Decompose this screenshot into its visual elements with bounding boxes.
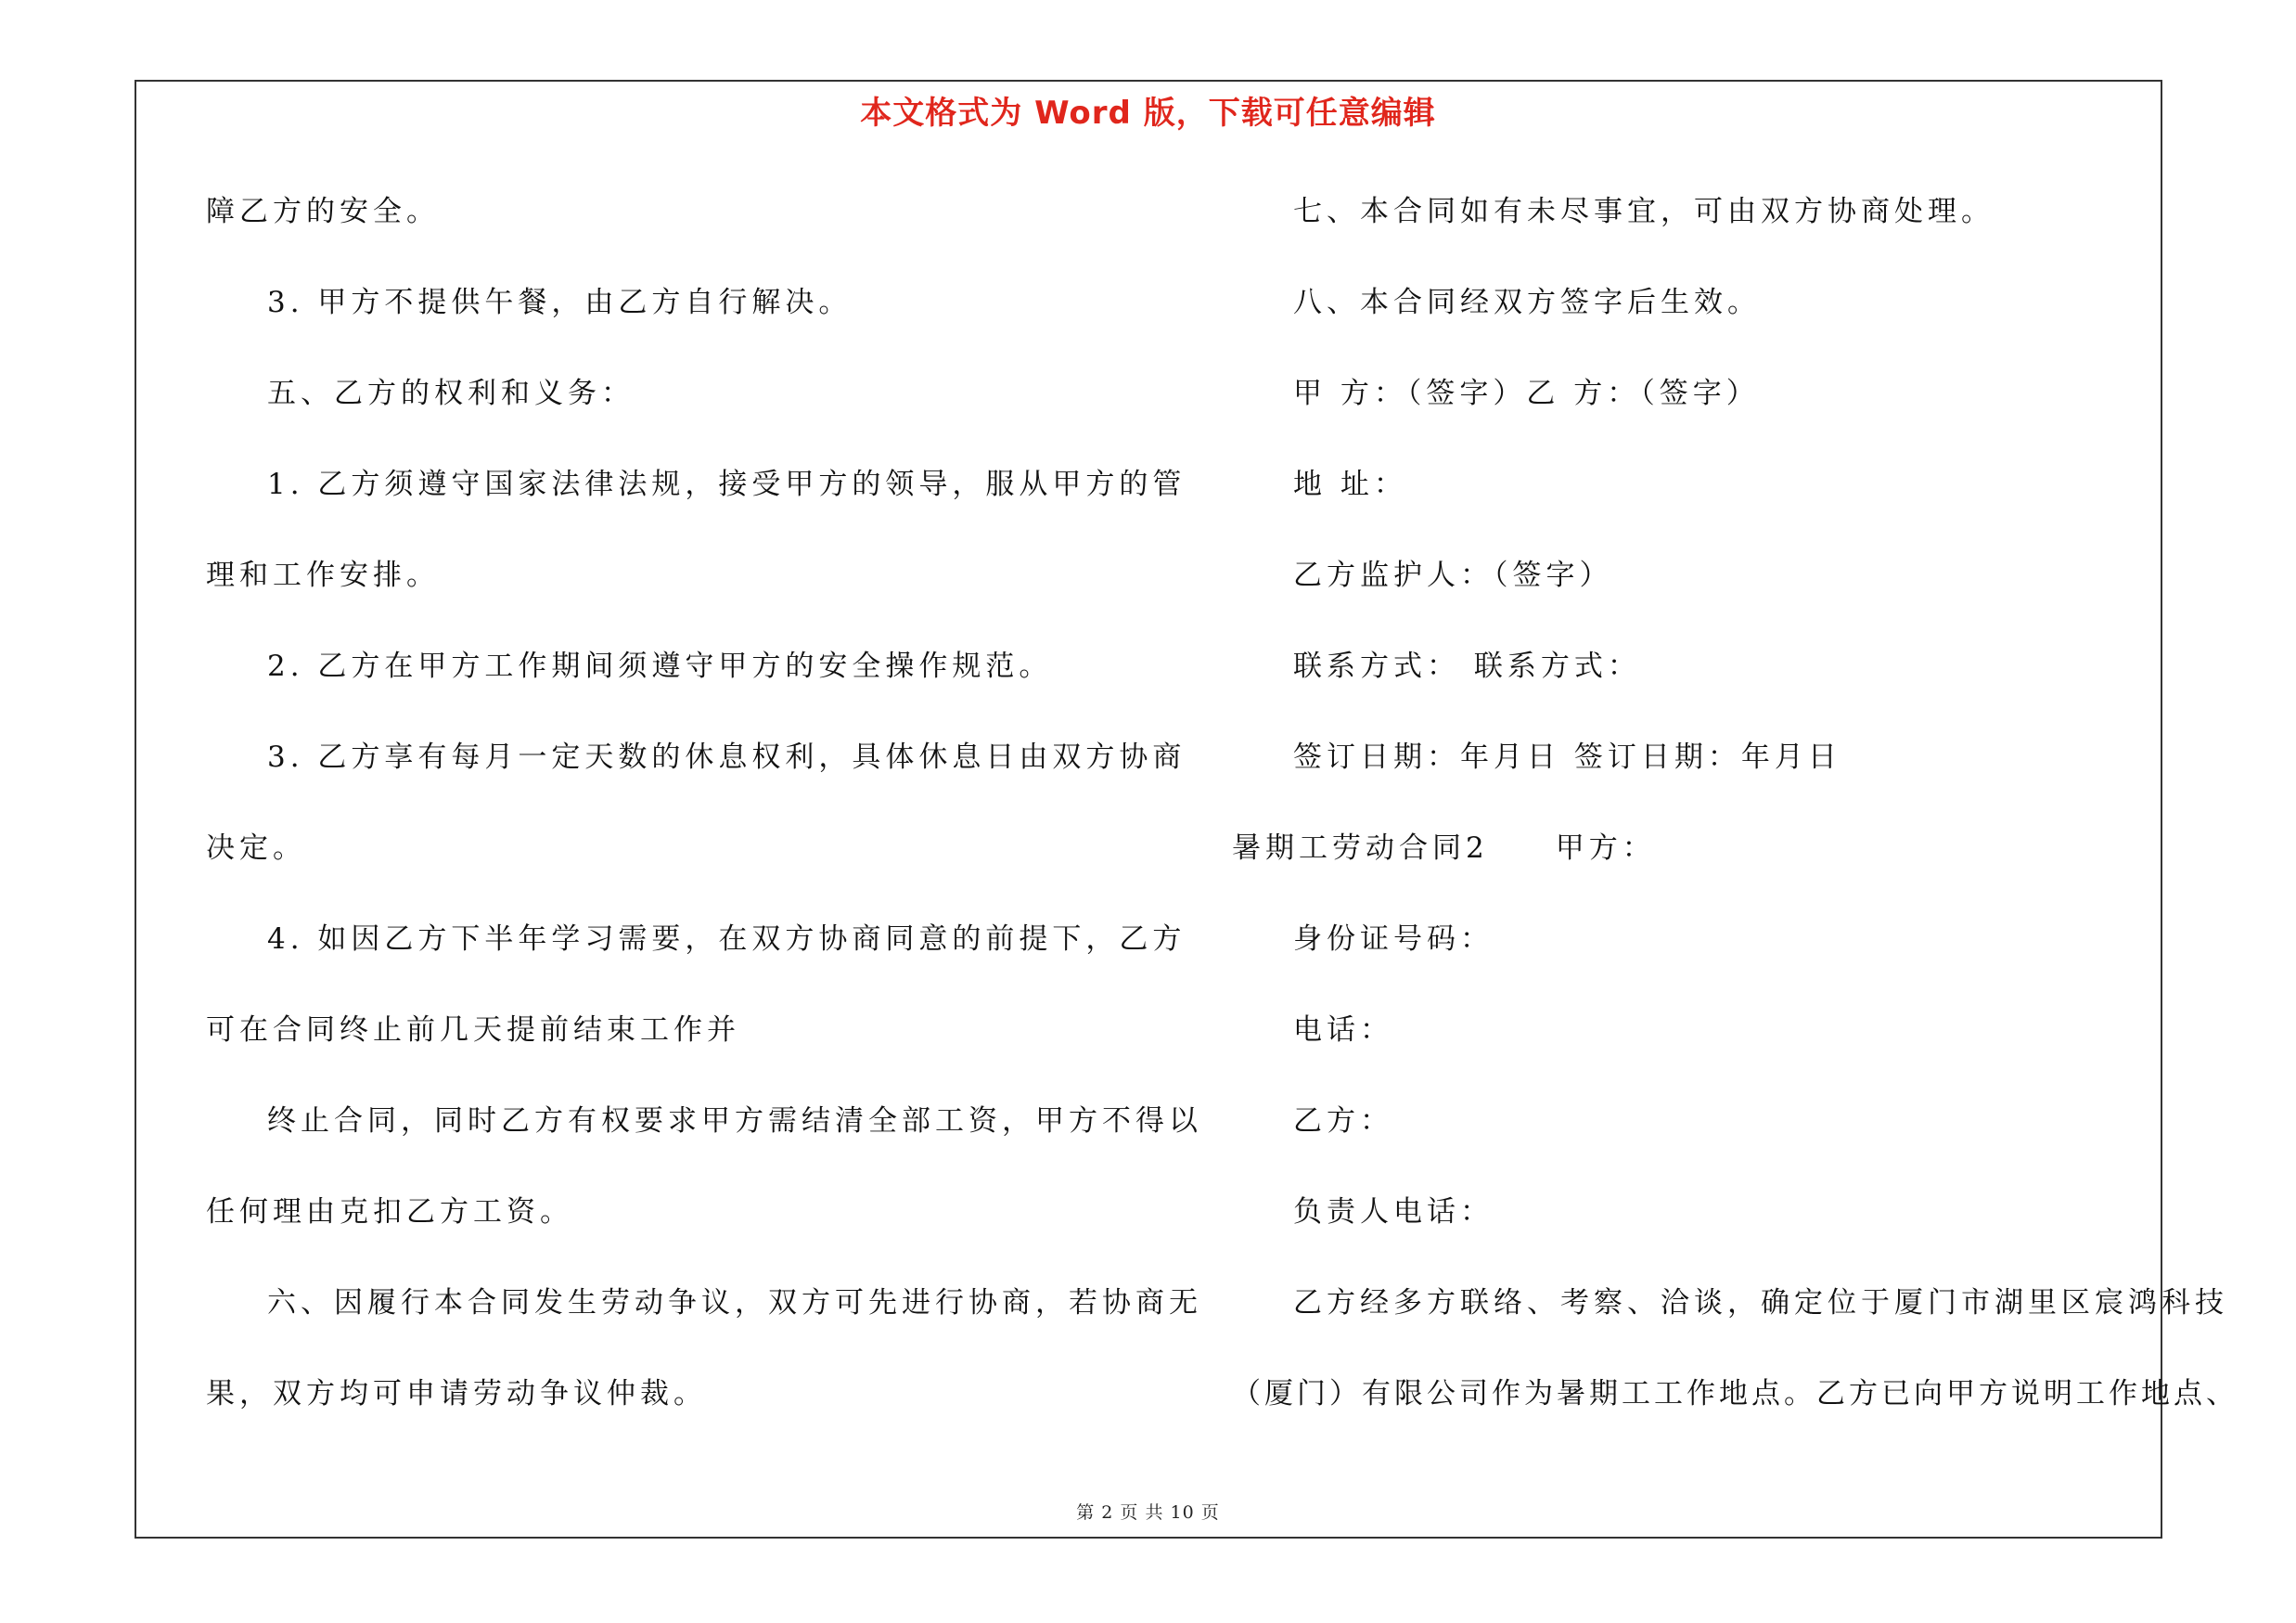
paragraph-line: （厦门）有限公司作为暑期工工作地点。乙方已向甲方说明工作地点、 bbox=[1232, 1377, 2238, 1410]
paragraph-line: 果，双方均可申请劳动争议仲裁。 bbox=[206, 1377, 707, 1410]
phone-line: 电话： bbox=[1293, 1013, 1393, 1047]
paragraph-line: 八、本合同经双方签字后生效。 bbox=[1293, 286, 1761, 319]
paragraph-line: 2. 乙方在甲方工作期间须遵守甲方的安全操作规范。 bbox=[267, 650, 1053, 683]
paragraph-line: 决定。 bbox=[206, 831, 306, 865]
signing-date-line: 签订日期：年月日 签订日期：年月日 bbox=[1293, 741, 1841, 774]
paragraph-line: 七、本合同如有未尽事宜，可由双方协商处理。 bbox=[1293, 195, 1995, 228]
paragraph-line: 可在合同终止前几天提前结束工作并 bbox=[206, 1013, 740, 1047]
contract-2-heading: 暑期工劳动合同2 甲方： bbox=[1232, 831, 1656, 865]
contact-line: 联系方式： 联系方式： bbox=[1293, 650, 1641, 683]
paragraph-line: 六、因履行本合同发生劳动争议，双方可先进行协商，若协商无 bbox=[267, 1286, 1202, 1320]
word-format-banner: 本文格式为 Word 版，下载可任意编辑 bbox=[860, 95, 1436, 132]
address-line: 地 址： bbox=[1293, 468, 1407, 501]
paragraph-line: 4. 如因乙方下半年学习需要，在双方协商同意的前提下，乙方 bbox=[267, 922, 1186, 956]
paragraph-line: 五、乙方的权利和义务： bbox=[267, 377, 635, 410]
paragraph-line: 任何理由克扣乙方工资。 bbox=[206, 1195, 573, 1229]
guardian-signature-line: 乙方监护人：（签字） bbox=[1293, 559, 1613, 592]
manager-phone-line: 负责人电话： bbox=[1293, 1195, 1494, 1229]
paragraph-line: 障乙方的安全。 bbox=[206, 195, 440, 228]
paragraph-line: 理和工作安排。 bbox=[206, 559, 440, 592]
id-number-line: 身份证号码： bbox=[1293, 922, 1494, 956]
paragraph-line: 3. 甲方不提供午餐，由乙方自行解决。 bbox=[267, 286, 853, 319]
paragraph-line: 乙方经多方联络、考察、洽谈，确定位于厦门市湖里区宸鸿科技 bbox=[1293, 1286, 2228, 1320]
paragraph-line: 3. 乙方享有每月一定天数的休息权利，具体休息日由双方协商 bbox=[267, 741, 1186, 774]
page-number-footer: 第 2 页 共 10 页 bbox=[1076, 1502, 1220, 1523]
party-b-line: 乙方： bbox=[1293, 1104, 1393, 1138]
paragraph-line: 1. 乙方须遵守国家法律法规，接受甲方的领导，服从甲方的管 bbox=[267, 468, 1186, 501]
signature-line: 甲 方：（签字）乙 方：（签字） bbox=[1293, 377, 1760, 410]
paragraph-line: 终止合同，同时乙方有权要求甲方需结清全部工资，甲方不得以 bbox=[267, 1104, 1202, 1138]
